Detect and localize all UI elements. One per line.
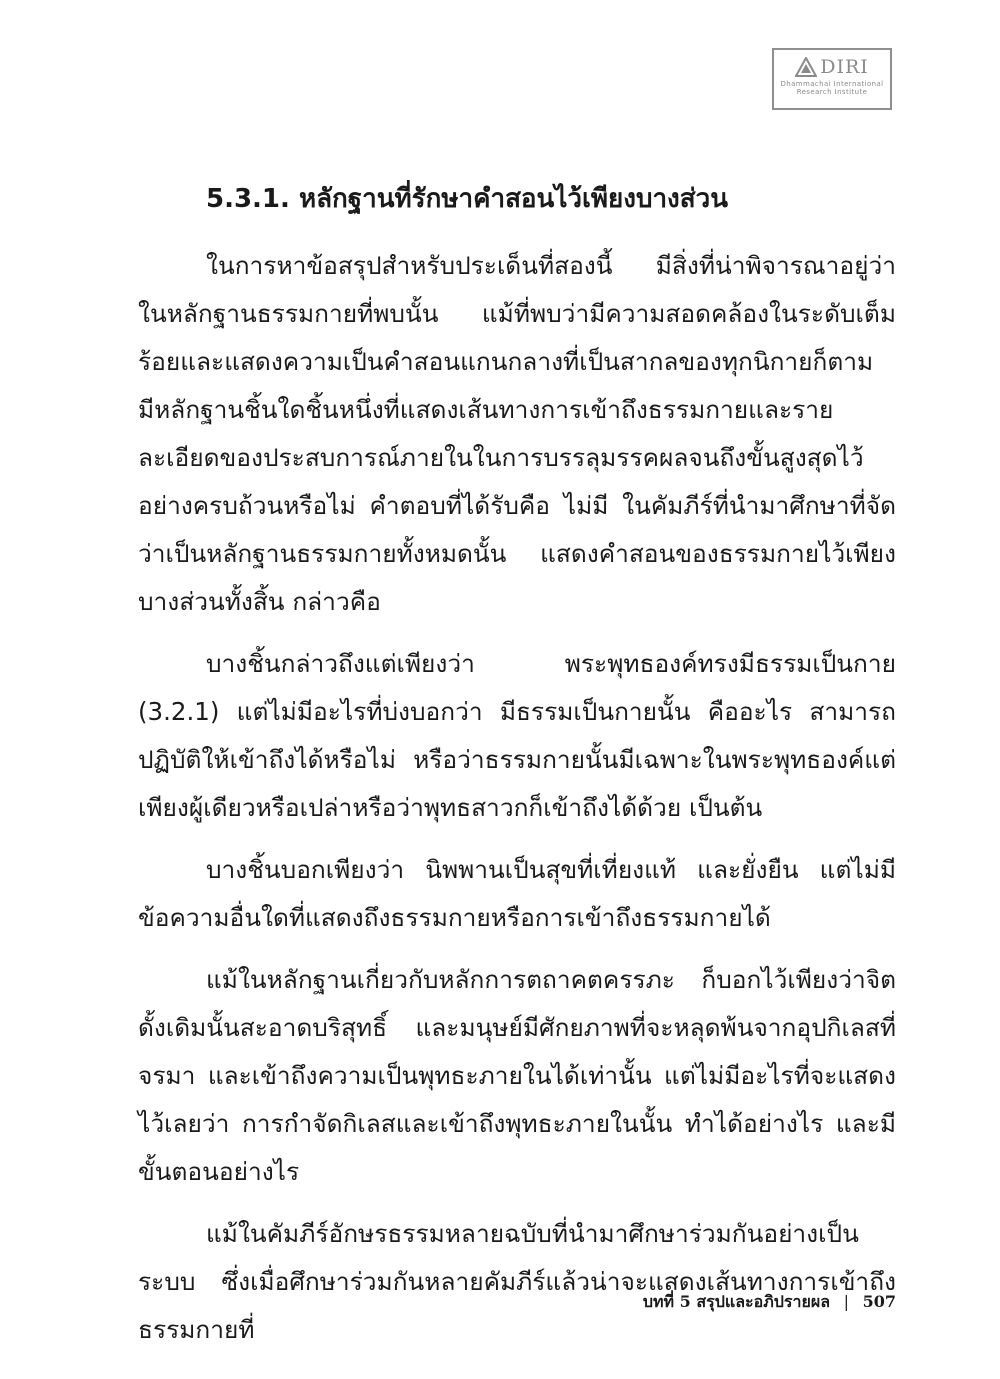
diri-logo (772, 48, 892, 110)
page-number: 507 (862, 1292, 896, 1311)
page-content (138, 176, 896, 1354)
logo-name: DIRI (820, 56, 869, 78)
section-heading: 5.3.1. หลักฐานที่รักษาคำสอนไว้เพียงบางส่วน (206, 184, 728, 214)
paragraph-2: บางชิ้นกล่าวถึงแต่เพียงว่า พระพุทธองค์ทรงมีธรรมเป็นกาย (3.2.1) แต่ไม่มีอะไรที่บ่งบอกว่า มีธรรมเป็นกายนั้น คืออะไร สามารถปฏิบัติให้เข้าถึงได้หรือไม่ หรือว่าธรรมกายนั้นมีเฉพาะในพระพุทธองค์แต่เพียงผู้เดียวหรือเปล่าหรือว่าพุทธสาวกก็เข้าถึงได้ด้วย เป็นต้น (138, 649, 896, 822)
triangle-emblem-icon (795, 57, 817, 77)
page-footer (580, 1290, 896, 1315)
logo-subtitle-line1: Dhammachai International (780, 80, 884, 88)
footer-chapter-title: บทที่ 5 สรุปและอภิปรายผล (642, 1292, 831, 1311)
paragraph-1: ในการหาข้อสรุปสำหรับประเด็นที่สองนี้ มีสิ่งที่น่าพิจารณาอยู่ว่า ในหลักฐานธรรมกายที่พบนั้น แม้ที่พบว่ามีความสอดคล้องในระดับเต็มร้อยและแสดงความเป็นคำสอนแกนกลางที่เป็นสากลของทุกนิกายก็ตาม มีหลักฐานชิ้นใดชิ้นหนึ่งที่แสดงเส้นทางการเข้าถึงธรรมกายและรายละเอียดของประสบการณ์ภายในในการบรรลุมรรคผลจนถึงขั้นสูงสุดไว้อย่างครบถ้วนหรือไม่ คำตอบที่ได้รับคือ ไม่มี ในคัมภีร์ที่นำมาศึกษาที่จัดว่าเป็นหลักฐานธรรมกายทั้งหมดนั้น แสดงคำสอนของธรรมกายไว้เพียงบางส่วนทั้งสิ้น กล่าวคือ (138, 251, 896, 616)
paragraph-3: บางชิ้นบอกเพียงว่า นิพพานเป็นสุขที่เที่ยงแท้ และยั่งยืน แต่ไม่มีข้อความอื่นใดที่แสดงถึงธรรมกายหรือการเข้าถึงธรรมกายได้ (138, 855, 896, 932)
paragraph-5: แม้ในคัมภีร์อักษรธรรมหลายฉบับที่นำมาศึกษาร่วมกันอย่างเป็นระบบ ซึ่งเมื่อศึกษาร่วมกันหลายคัมภีร์แล้วน่าจะแสดงเส้นทางการเข้าถึงธรรมกายที่ (138, 1219, 896, 1344)
paragraph-4: แม้ในหลักฐานเกี่ยวกับหลักการตถาคตครรภะ ก็บอกไว้เพียงว่าจิตดั้งเดิมนั้นสะอาดบริสุทธิ์ และมนุษย์มีศักยภาพที่จะหลุดพ้นจากอุปกิเลสที่จรมา และเข้าถึงความเป็นพุทธะภายในได้เท่านั้น แต่ไม่มีอะไรที่จะแสดงไว้เลยว่า การกำจัดกิเลสและเข้าถึงพุทธะภายในนั้น ทำได้อย่างไร และมีขั้นตอนอย่างไร (138, 965, 896, 1186)
logo-subtitle-line2: Research Institute (796, 88, 868, 96)
footer-separator: | (843, 1292, 850, 1311)
logo-mark (780, 54, 884, 80)
